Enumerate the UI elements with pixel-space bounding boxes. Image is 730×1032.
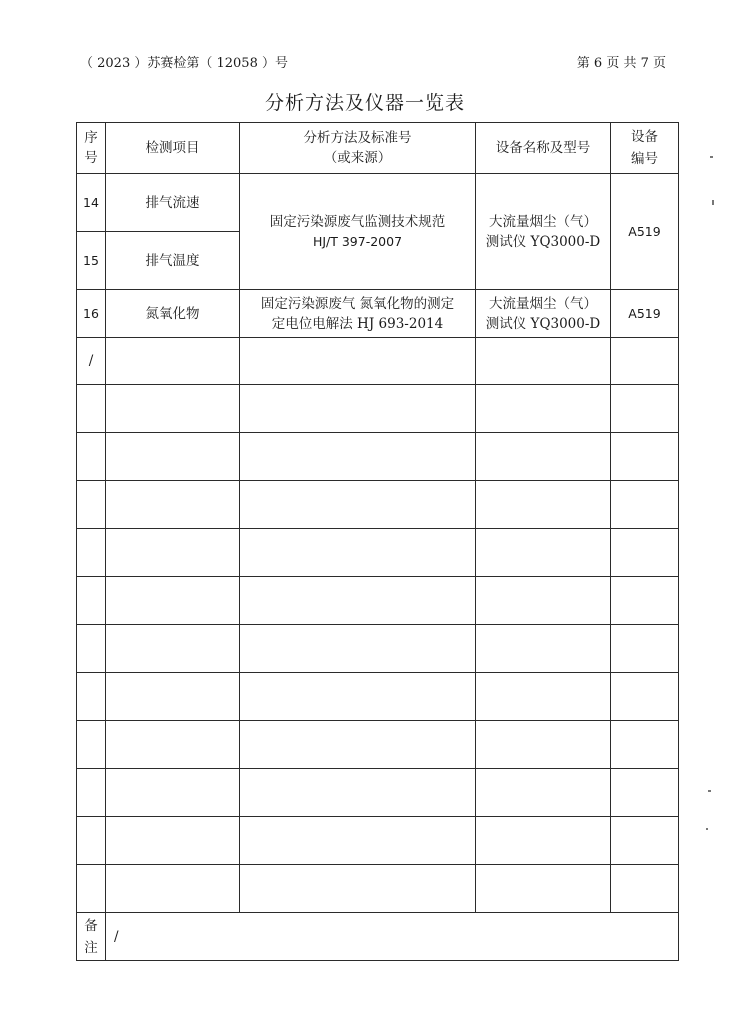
end-mark: / <box>77 338 106 385</box>
col-header-no: 序号 <box>77 123 106 174</box>
report-number: （ 2023 ）苏赛检第（ 12058 ）号 <box>80 56 288 71</box>
table-row-empty <box>77 433 679 481</box>
table-header-row <box>77 123 679 174</box>
row-instrument: 大流量烟尘（气） 测试仪 YQ3000-D <box>476 174 611 290</box>
table-row-empty <box>77 529 679 577</box>
row-no: 14 <box>77 174 106 232</box>
row-device-no: A519 <box>611 174 679 290</box>
table-row <box>77 174 679 232</box>
row-method: 固定污染源废气监测技术规范 HJ/T 397-2007 <box>240 174 476 290</box>
table-row-empty <box>77 385 679 433</box>
row-item: 排气流速 <box>106 174 240 232</box>
table-row-empty <box>77 817 679 865</box>
table-row-empty <box>77 338 679 385</box>
table-row-empty <box>77 865 679 913</box>
scan-speck <box>706 828 708 830</box>
row-no: 16 <box>77 290 106 338</box>
table-row-empty <box>77 769 679 817</box>
remark-label: 备注 <box>77 913 106 961</box>
page-indicator: 第 6 页 共 7 页 <box>576 56 666 71</box>
table-row-empty <box>77 577 679 625</box>
col-header-device-no: 设备编号 <box>611 123 679 174</box>
table-row-empty <box>77 721 679 769</box>
row-item: 排气温度 <box>106 232 240 290</box>
scan-speck <box>710 156 713 158</box>
row-device-no: A519 <box>611 290 679 338</box>
methods-table <box>76 122 679 961</box>
scan-speck <box>712 200 714 205</box>
col-header-instrument: 设备名称及型号 <box>476 123 611 174</box>
table-row <box>77 290 679 338</box>
row-item: 氮氧化物 <box>106 290 240 338</box>
col-header-item: 检测项目 <box>106 123 240 174</box>
row-instrument: 大流量烟尘（气） 测试仪 YQ3000-D <box>476 290 611 338</box>
table-row-empty <box>77 673 679 721</box>
scan-speck <box>708 790 711 792</box>
row-no: 15 <box>77 232 106 290</box>
page-title: 分析方法及仪器一览表 <box>264 92 465 114</box>
col-header-method: 分析方法及标准号 （或来源） <box>240 123 476 174</box>
table-row-empty <box>77 625 679 673</box>
remark-value: / <box>106 913 679 961</box>
table-row-empty <box>77 481 679 529</box>
row-method: 固定污染源废气 氮氧化物的测定 定电位电解法 HJ 693-2014 <box>240 290 476 338</box>
remarks-row <box>77 913 679 961</box>
